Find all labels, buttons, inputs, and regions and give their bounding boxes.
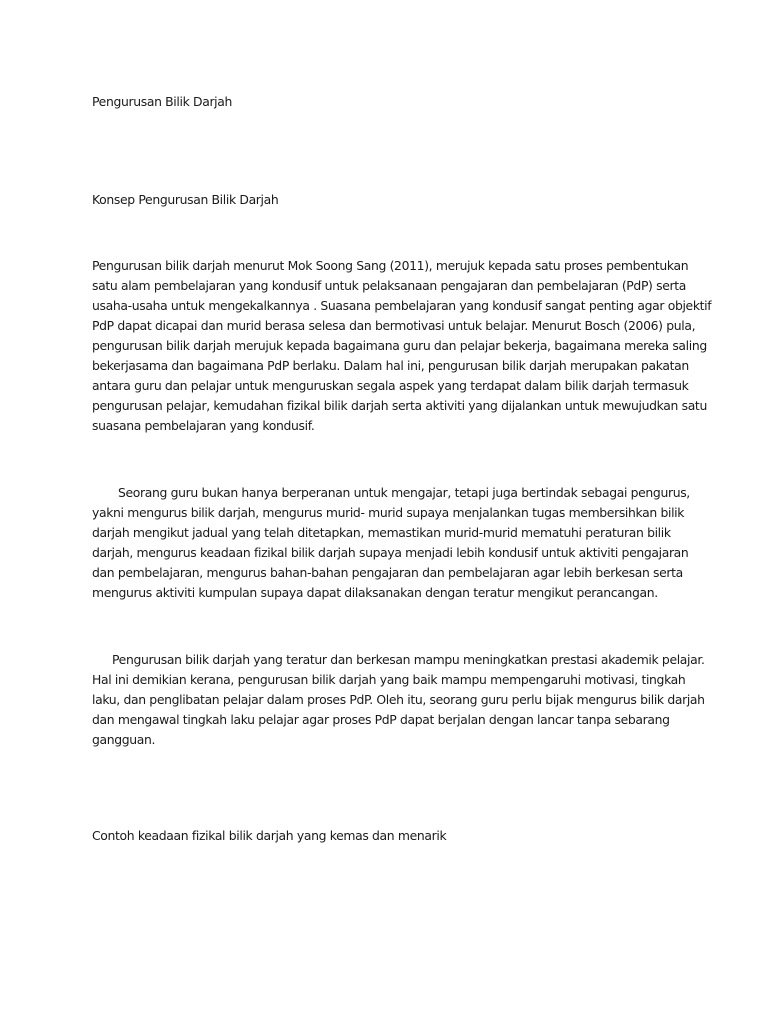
paragraph-line: pengurusan pelajar, kemudahan fizikal bilik darjah serta aktiviti yang dijalankan untuk mewujudkan satu [92,398,707,413]
paragraph-line: gangguan. [92,732,156,747]
paragraph-line: Seorang guru bukan hanya berperanan untuk mengajar, tetapi juga bertindak sebagai pengurus, [118,485,690,500]
paragraph-line: mengurus aktiviti kumpulan supaya dapat dilaksanakan dengan teratur mengikut perancangan. [92,585,658,600]
paragraph-line: pengurusan bilik darjah merujuk kepada bagaimana guru dan pelajar bekerja, bagaimana mereka saling [92,338,707,353]
paragraph-line: darjah mengikut jadual yang telah ditetapkan, memastikan murid-murid mematuhi peraturan bilik [92,525,671,540]
paragraph-line: suasana pembelajaran yang kondusif. [92,418,315,433]
paragraph-line: antara guru dan pelajar untuk menguruskan segala aspek yang terdapat dalam bilik darjah termasuk [92,378,689,393]
example-heading: Contoh keadaan fizikal bilik darjah yang kemas dan menarik [92,828,447,843]
paragraph-line: PdP dapat dicapai dan murid berasa selesa dan bermotivasi untuk belajar. Menurut Bosch (2006) pula, [92,318,696,333]
concept-heading: Konsep Pengurusan Bilik Darjah [92,192,279,207]
paragraph-line: dan pembelajaran, mengurus bahan-bahan pengajaran dan pembelajaran agar lebih berkesan serta [92,565,683,580]
paragraph-line: Pengurusan bilik darjah menurut Mok Soong Sang (2011), merujuk kepada satu proses pembentukan [92,258,689,273]
paragraph-line: Hal ini demikian kerana, pengurusan bilik darjah yang baik mampu mempengaruhi motivasi, tingkah [92,672,686,687]
paragraph-line: laku, dan penglibatan pelajar dalam proses PdP. Oleh itu, seorang guru perlu bijak mengurus bilik darjah [92,692,705,707]
paragraph-line: yakni mengurus bilik darjah, mengurus murid- murid supaya menjalankan tugas membersihkan bilik [92,505,685,520]
paragraph-line: bekerjasama dan bagaimana PdP berlaku. Dalam hal ini, pengurusan bilik darjah merupakan pakatan [92,358,689,373]
paragraph-line: satu alam pembelajaran yang kondusif untuk pelaksanaan pengajaran dan pembelajaran (PdP) serta [92,278,687,293]
document-title: Pengurusan Bilik Darjah [92,94,233,109]
paragraph-line: dan mengawal tingkah laku pelajar agar proses PdP dapat berjalan dengan lancar tanpa sebarang [92,712,670,727]
paragraph-line: Pengurusan bilik darjah yang teratur dan berkesan mampu meningkatkan prestasi akademik pelajar. [112,652,705,667]
paragraph-line: darjah, mengurus keadaan fizikal bilik darjah supaya menjadi lebih kondusif untuk aktiviti pengajaran [92,545,689,560]
paragraph-line: usaha-usaha untuk mengekalkannya . Suasana pembelajaran yang kondusif sangat penting agar objektif [92,298,712,313]
